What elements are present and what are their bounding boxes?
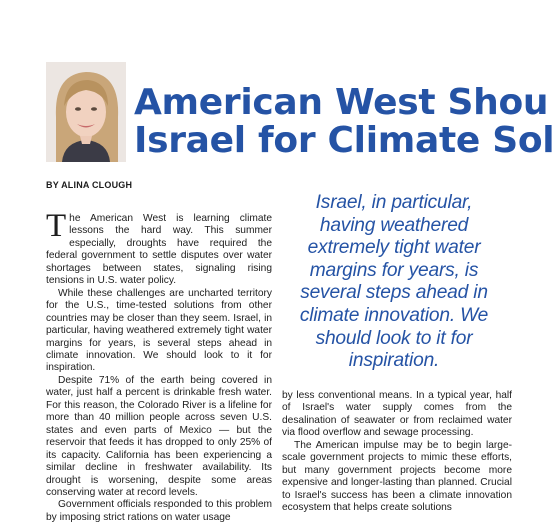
byline: BY ALINA CLOUGH [46,180,133,190]
paragraph-1-text: he American West is learning climate lessons the hard way. This summer especially, droughts have required the federal government to settle disputes over water shortages between states, signaling rising tensions in U.S. water policy. [46,213,272,287]
paragraph-5: by less conventional means. In a typical year, half of Israel's water supply comes from the desalination of seawater or from reclaimed water via flood overflow and sewage processing. [282,390,512,439]
paragraph-6: The American impulse may be to begin large-scale government projects to mimic these efforts, but many government projects become more expensive and longer-lasting than planned. Crucial to Israel's success has been a climate innovation ecosystem that helps create solutions [282,439,512,514]
drop-cap: T [46,208,67,244]
article-headline [134,82,554,161]
pull-quote: Israel, in particular, having weathered extremely tight water margins for years, is several steps ahead in climate innovation. We should look to it for inspiration. [299,192,489,372]
headline-line-2: Israel for Climate Sol [134,120,554,161]
headline-line-1: American West Shou [134,82,549,123]
paragraph-4: Government officials responded to this problem by imposing strict rations on water usage [46,499,272,523]
left-column [46,208,272,524]
author-photo [46,62,126,162]
paragraph-3: Despite 71% of the earth being covered in water, just half a percent is drinkable fresh water. For this reason, the Colorado River is a lifeline for more than 40 million people across seven U.S. states and even parts of Mexico — but the reservoir that feeds it has dropped to only 25% of its capacity. California has been experiencing a similar decline in freshwater availability. Its drought is worsening, despite some areas conserving water at record levels. [46,374,272,498]
paragraph-1 [46,208,272,288]
paragraph-2: While these challenges are uncharted territory for the U.S., time-tested solutions from other countries may be closer than they seem. Israel, in particular, having weathered extremely tight water margins for years, is several steps ahead in climate innovation. We should look to it for inspiration. [46,287,272,374]
right-column [282,390,512,515]
